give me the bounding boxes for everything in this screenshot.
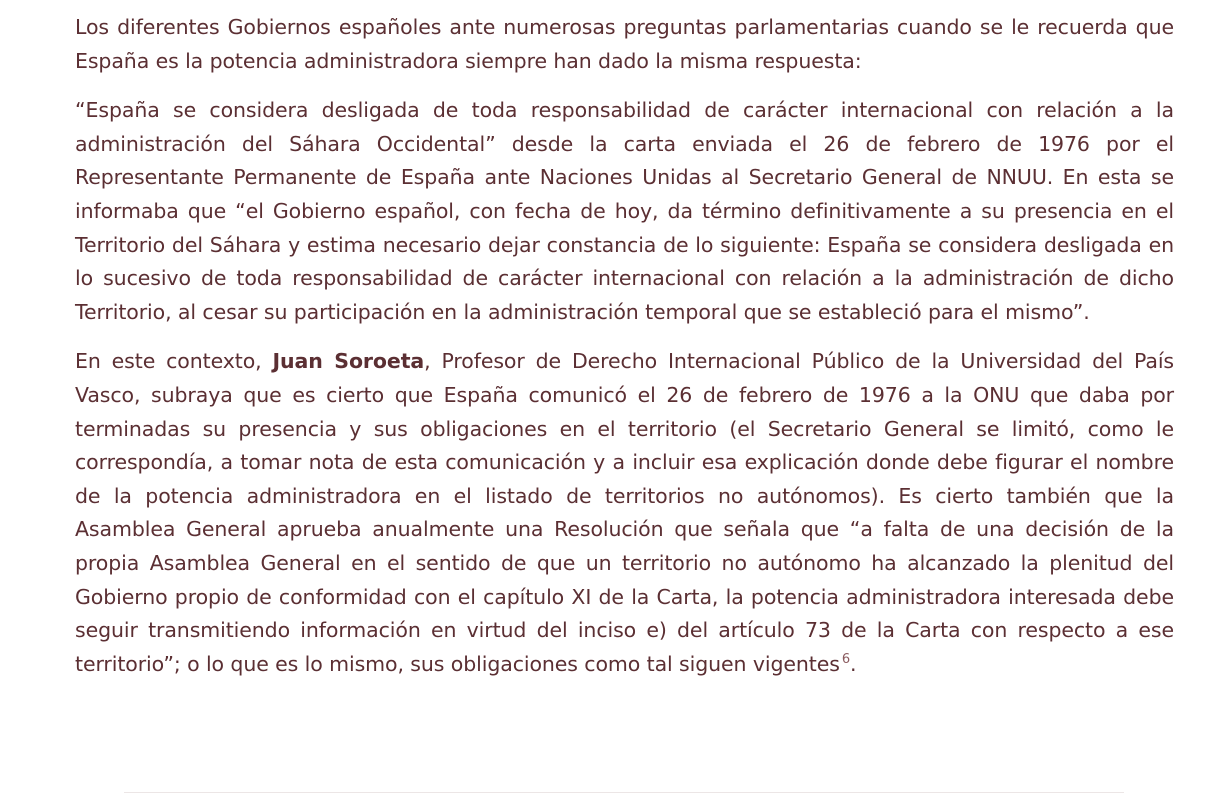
author-name: Juan Soroeta <box>272 349 425 374</box>
paragraph-quote: “España se considera desligada de toda responsabilidad de carácter internacional con relación a la administración del Sáhara Occidental” desde la carta enviada el 26 de febrero de 1976 por el Representante Permanente de España ante Naciones Unidas al Secretario General de NNUU. En esta se informaba que “el Gobierno español, con fecha de hoy, da término definitivamente a su presencia en el Territorio del Sáhara y estima necesario dejar constancia de lo siguiente: España se considera desligada en lo sucesivo de toda responsabilidad de carácter internacional con relación a la administración de dicho Territorio, al cesar su participación en la administración temporal que se estableció para el mismo”. <box>75 98 1174 324</box>
footnote-reference-link[interactable]: 6 <box>841 651 851 667</box>
paragraph-context <box>75 345 1174 681</box>
paragraph-context-end: . <box>850 651 857 676</box>
paragraph-context-intro: En este contexto, <box>75 349 273 374</box>
article-body <box>75 11 1174 681</box>
paragraph-intro: Los diferentes Gobiernos españoles ante numerosas preguntas parlamentarias cuando se le recuerda que España es la potencia administradora siempre han dado la misma respuesta: <box>75 15 1174 73</box>
section-divider <box>124 792 1124 793</box>
paragraph-context-body: , Profesor de Derecho Internacional Público de la Universidad del País Vasco, subraya que es cierto que España comunicó el 26 de febrero de 1976 a la ONU que daba por terminadas su presencia y sus obligaciones en el territorio (el Secretario General se limitó, como le correspondía, a tomar nota de esta comunicación y a incluir esa explicación donde debe figurar el nombre de la potencia administradora en el listado de territorios no autónomos). Es cierto también que la Asamblea General aprueba anualmente una Resolución que señala que “a falta de una decisión de la propia Asamblea General en el sentido de que un territorio no autónomo ha alcanzado la plenitud del Gobierno propio de conformidad con el capítulo XI de la Carta, la potencia administradora interesada debe seguir transmitiendo información en virtud del inciso e) del artículo 73 de la Carta con respecto a ese territorio”; o lo que es lo mismo, sus obligaciones como tal siguen vigentes <box>75 349 1174 676</box>
